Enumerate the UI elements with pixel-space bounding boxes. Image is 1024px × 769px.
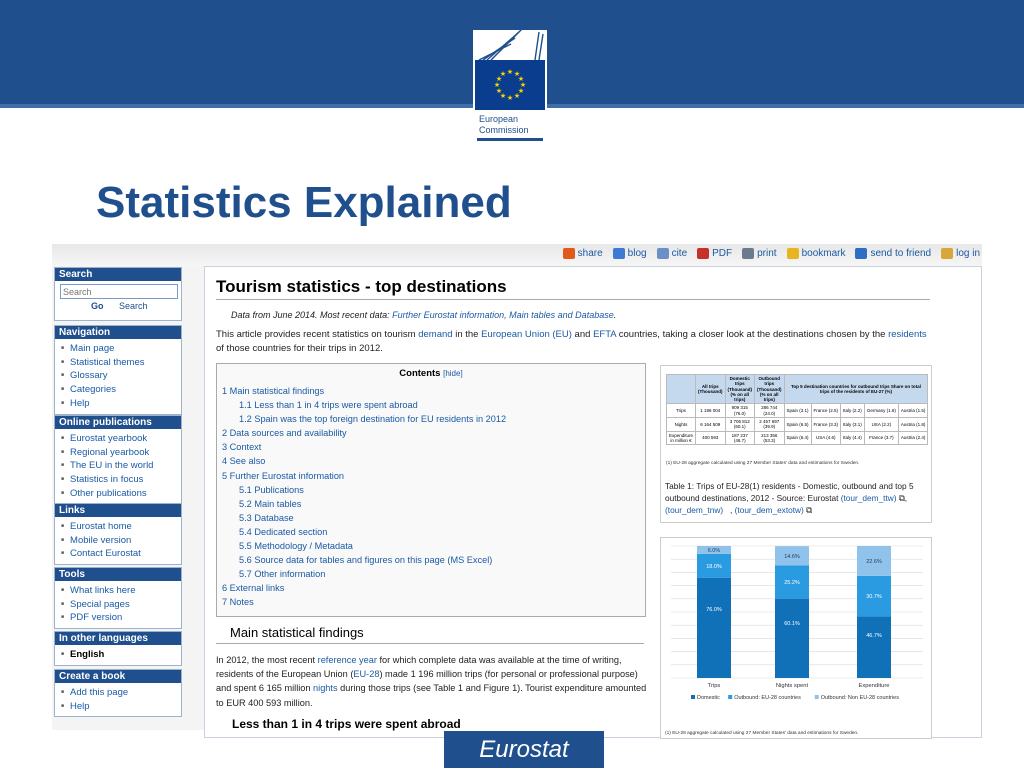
x-tick-label: Nights spent [775,683,809,689]
article-content [204,266,982,738]
tools-heading: Tools [55,568,181,581]
table-cell: 2 457 697 (39.9) [755,418,785,432]
svg-text:★: ★ [499,92,507,100]
table-of-contents [216,363,646,617]
logo-text-line1: European [479,114,519,124]
demand-link[interactable]: demand [418,329,453,340]
table-header-cell: Top 5 destination countries for outbound trips Share on total trips of the residents of EU-27 (%) [784,375,928,404]
blog-icon [613,248,625,259]
table-cell: 400 593 [696,431,725,445]
book-item[interactable]: ■ Add this page [61,686,177,700]
chart-figure [660,537,932,739]
tools-list [55,581,181,628]
data-note-prefix: Data from June 2014. Most recent data: [231,310,393,320]
data-label: 46.7% [866,632,882,639]
publication-item[interactable]: ■ Eurostat yearbook [61,432,177,446]
data-label: 30.7% [866,594,882,601]
section-rule [216,643,644,644]
table-cell: Italy (3.1) [841,418,865,432]
publications-list [55,429,181,504]
european-commission-logo [473,30,547,142]
svg-text:★: ★ [517,75,525,83]
links-heading: Links [55,504,181,517]
wiki-screenshot [52,244,982,736]
reference-year-link[interactable]: reference year [317,655,377,665]
legend-label: Outbound: Non EU-28 countries [820,695,899,701]
legend-swatch [691,695,695,699]
publications-box [54,415,182,505]
bar-segment [697,578,731,678]
navigation-heading: Navigation [55,326,181,339]
print-icon [742,248,754,259]
x-tick-label: Trips [707,683,721,689]
toc-item[interactable]: 5.6 Source data for tables and figures on this page (MS Excel) [239,555,493,566]
toc-item[interactable]: 5 Further Eurostat information [222,470,345,481]
data-note [231,310,616,320]
stacked-bar-chart [661,538,931,738]
table-cell: France (3.7) [864,431,898,445]
data-label: 25.2% [784,580,800,587]
intro-text-3: and [571,329,594,340]
logo-underline [477,138,543,141]
data-label: 76.0% [706,607,722,614]
table-cell: Nights [667,418,696,432]
toolbar-label: print [757,248,777,259]
table-cell: Spain (3.1) [784,404,811,418]
tools-item[interactable]: ■ Special pages [61,598,177,612]
svg-text:★: ★ [506,94,514,102]
table-cell: 3 706 812 (60.1) [725,418,755,432]
trips-table [666,374,928,445]
toolbar-label: bookmark [801,248,846,259]
table-caption-text: Table 1: Trips of EU-28(1) residents - Domestic, outbound and top 5 outbound destinations, 2012 - Source: Eurostat [665,481,914,503]
languages-heading: In other languages [55,632,181,645]
create-book-list [55,683,181,716]
toc-item[interactable]: 3 Context [222,442,262,453]
publications-heading: Online publications [55,416,181,429]
data-label: 6.0% [707,547,721,554]
toolbar-label: cite [671,248,688,259]
table-cell: Spain (6.4) [784,431,811,445]
table-cell: Austria (1.8) [898,418,928,432]
table-row [667,418,928,432]
links-list [55,517,181,564]
search-heading: Search [55,268,181,281]
share-icon [563,248,575,259]
create-book-heading: Create a book [55,670,181,683]
bar-segment [775,599,809,678]
publication-item[interactable]: ■ Statistics in focus [61,473,177,487]
page-toolbar [563,248,980,259]
toolbar-share-button[interactable] [563,248,603,259]
table-cell: Austria (2.4) [898,431,928,445]
toc-item[interactable]: 4 See also [222,456,266,467]
navigation-box [54,325,182,415]
toolbar-label: blog [627,248,647,259]
languages-list [55,645,181,665]
links-box [54,503,182,565]
cite-icon [657,248,669,259]
toc-item[interactable]: 1.1 Less than 1 in 4 trips were spent abroad [239,400,418,411]
table-cell: France (2.5) [811,404,841,418]
toc-item[interactable]: 5.5 Methodology / Metadata [239,541,353,552]
title-rule [216,299,930,300]
data-label: 14.6% [784,553,800,560]
intro-text-1: This article provides recent statistics on tourism [216,329,419,340]
toc-hide-link[interactable]: [hide] [443,369,463,378]
language-item[interactable]: ■ English [61,648,177,662]
efta-link[interactable]: EFTA [593,329,617,340]
toc-item[interactable]: 1 Main statistical findings [222,386,325,396]
table-header-cell: Domestic trips (Thousand) (% on all trips) [725,375,755,404]
legend-swatch [728,695,732,699]
data-label: 18.0% [706,563,722,570]
toolbar-log-in-button[interactable] [941,248,980,259]
nav-item[interactable]: ■ Glossary [61,369,177,383]
svg-text:★: ★ [495,87,503,95]
svg-text:★: ★ [519,81,527,89]
chart-footnote: (1) EU-28 aggregate calculated using 27 Member States' data and estimations for Sweden. [665,731,859,736]
para-text-4: during those trips (see Table 1 and Figure 1). Tourist expenditure amounted to EUR 400 593 million. [216,683,647,708]
eurostat-label: Eurostat [444,731,604,768]
toc-item[interactable]: 5.3 Database [239,512,294,523]
table-cell: Italy (2.2) [841,404,865,418]
table-cell: 286 744 (24.0) [755,404,785,418]
legend-swatch [815,695,819,699]
nav-item[interactable]: ■ Main page [61,342,177,356]
intro-text-5: of those countries for their trips in 2012. [216,343,383,354]
para-text-2: for which complete data was available at the time of writing, residents of the European Union ( [216,655,622,680]
toc-item[interactable]: 5.2 Main tables [239,498,302,509]
links-item[interactable]: ■ Contact Eurostat [61,547,177,561]
svg-text:★: ★ [517,87,525,95]
create-book-box [54,669,182,717]
nav-item[interactable]: ■ Categories [61,383,177,397]
tour-dem-extotw-link[interactable]: (tour_dem_extotw) [734,505,804,515]
svg-text:★: ★ [513,92,521,100]
table-row [667,404,928,418]
toolbar-label: send to friend [870,248,932,259]
legend-label: Outbound: EU-28 countries [734,695,801,701]
table-caption: Table 1: Trips of EU-28(1) residents - Domestic, outbound and top 5 outbound destinations, 2012 - Source: Eurostat (tour_dem_ttw) ⧉, (tour_dem_tnw) , (tour_dem_extotw) ⧉ [665,481,914,515]
logo-lines-icon [473,24,547,64]
navigation-list [55,339,181,414]
table-cell: Austria (1.5) [898,404,928,418]
toolbar-label: share [577,248,603,259]
search-input[interactable] [60,284,178,299]
logo-text [479,114,529,136]
search-button[interactable]: Search [119,301,148,311]
table-cell: Expenditure in million € [667,431,696,445]
x-tick-label: Expenditure [858,683,890,689]
subsection-heading: Less than 1 in 4 trips were spent abroad [232,717,461,731]
toc-item[interactable]: 5.7 Other information [239,569,326,580]
toolbar-cite-button[interactable] [657,248,688,259]
section-heading: Main statistical findings [230,625,364,640]
table-cell: USA (2.2) [864,418,898,432]
slide-title: Statistics Explained [96,178,512,227]
publication-item[interactable]: ■ Other publications [61,487,177,501]
table-header-cell [667,375,696,404]
table-cell: Trips [667,404,696,418]
login-icon [941,248,953,259]
toolbar-blog-button[interactable] [613,248,647,259]
table-header-cell: Outbound trips (Thousand) (% on all trips) [755,375,785,404]
toolbar-label: PDF [712,248,733,259]
intro-text-4: countries, taking a closer look at the destinations chosen by the [616,329,889,340]
svg-text:★: ★ [493,81,501,89]
logo-text-line2: Commission [479,125,529,135]
tools-item[interactable]: ■ What links here [61,584,177,598]
toc-item[interactable]: 2 Data sources and availability [222,428,347,439]
svg-text:★: ★ [499,70,507,78]
nav-item[interactable]: ■ Help [61,397,177,411]
toolbar-bookmark-button[interactable] [787,248,846,259]
search-box [54,267,182,321]
findings-paragraph [216,653,648,710]
legend-label: Domestic [697,695,720,701]
table-cell: France (3.3) [811,418,841,432]
table-cell: 6 164 509 [696,418,725,432]
nights-link[interactable]: nights [313,683,338,694]
svg-text:★: ★ [506,68,514,76]
table-cell: Germany (1.8) [864,404,898,418]
pdf-icon [697,248,709,259]
publication-item[interactable]: ■ The EU in the world [61,459,177,473]
data-label: 22.6% [866,558,882,565]
data-label: 60.1% [784,621,800,628]
tour-dem-ttw-link[interactable]: (tour_dem_ttw) [840,493,897,503]
svg-text:★: ★ [513,70,521,78]
languages-box [54,631,182,666]
toolbar-send-to-friend-button[interactable] [855,248,931,259]
further-info-link[interactable]: Further Eurostat information, Main tables and Database [392,310,614,320]
links-item[interactable]: ■ Eurostat home [61,520,177,534]
table-header-cell: All trips (Thousand) [696,375,725,404]
toolbar-print-button[interactable] [742,248,776,259]
tools-item[interactable]: ■ PDF version [61,611,177,625]
toc-item[interactable]: 7 Notes [222,597,254,608]
article-title: Tourism statistics - top destinations [216,277,507,296]
data-note-suffix: . [613,310,617,320]
bookmark-icon [787,248,799,259]
tools-box [54,567,182,629]
toolbar-PDF-button[interactable] [697,248,732,259]
toc-title [217,368,645,379]
intro-paragraph [216,328,936,356]
toolbar-label: log in [956,248,980,259]
nav-item[interactable]: ■ Statistical themes [61,356,177,370]
book-item[interactable]: ■ Help [61,700,177,714]
para-text-3: ) made 1 196 million trips (for personal or professional purpose) and spent 6 165 million [216,669,638,694]
bar-segment [857,616,891,678]
publication-item[interactable]: ■ Regional yearbook [61,446,177,460]
send-icon [855,248,867,259]
table-row [667,431,928,445]
table-cell: 909 315 (76.0) [725,404,755,418]
table-cell: USA (4.6) [811,431,841,445]
eu-link[interactable]: European Union (EU) [481,329,572,340]
table-cell: 187 237 (46.7) [725,431,755,445]
table-cell: 1 196 004 [696,404,725,418]
table-cell: Spain (6.5) [784,418,811,432]
table-cell: Italy (4.4) [841,431,865,445]
toc-list [222,384,506,610]
table-cell: 213 356 (53.3) [755,431,785,445]
toc-heading: Contents [399,368,441,379]
table-figure [660,365,932,523]
eu-flag-icon [475,60,545,110]
go-button[interactable]: Go [91,301,104,311]
links-item[interactable]: ■ Mobile version [61,534,177,548]
toc-item[interactable]: 5.1 Publications [239,484,304,495]
toc-item[interactable]: 1.2 Spain was the top foreign destination for EU residents in 2012 [239,414,507,425]
residents-link[interactable]: residents [888,329,927,340]
toc-item[interactable]: 6 External links [222,583,285,594]
table-footnote: (1) EU-28 aggregate calculated using 27 Member States' data and estimations for Sweden. [666,461,860,466]
para-text-1: In 2012, the most recent [216,655,318,665]
toc-item[interactable]: 5.4 Dedicated section [239,526,328,537]
eu28-link[interactable]: EU-28 [353,669,380,680]
svg-text:★: ★ [495,75,503,83]
tour-dem-tnw-link[interactable]: (tour_dem_tnw) [665,505,724,515]
intro-text-2: in the [452,329,482,340]
